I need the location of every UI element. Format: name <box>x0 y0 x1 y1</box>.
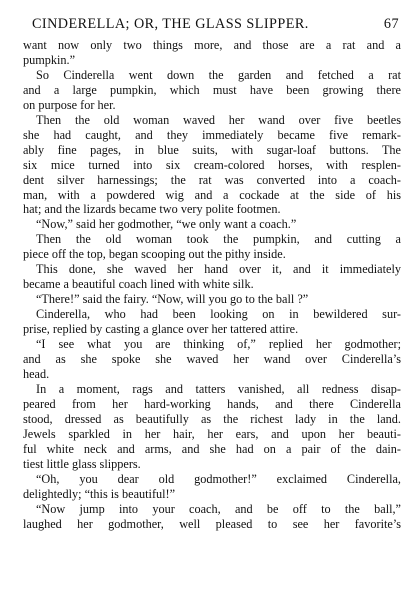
text-line: stood, dressed as beautifully as the richest lady in the land. <box>23 411 401 426</box>
text-line: Jewels sparkled in her hair, her ears, and upon her beauti- <box>23 426 401 441</box>
text-line: want now only two things more, and those are a rat and a <box>23 38 401 52</box>
paragraph-7 <box>23 292 401 307</box>
paragraph-12 <box>23 502 401 532</box>
text-line: delightedly; “this is beautiful!” <box>23 486 176 501</box>
paragraph-1 <box>23 38 401 68</box>
text-line: became a beautiful coach lined with white silk. <box>23 277 254 292</box>
text-line: “I see what you are thinking of,” replied her godmother; <box>36 337 401 352</box>
text-line: “Now jump into your coach, and be off to the ball,” <box>36 501 401 516</box>
text-line: and as she spoke she waved her wand over Cinderella’s <box>23 352 401 367</box>
paragraph-11 <box>23 472 401 502</box>
text-line: on purpose for her. <box>23 97 116 112</box>
running-title: CINDERELLA; OR, THE GLASS SLIPPER. <box>32 16 309 32</box>
text-line: So Cinderella went down the garden and fetched a rat <box>36 67 401 82</box>
text-line: Then the old woman took the pumpkin, and cutting a <box>36 232 401 247</box>
text-line: “Oh, you dear old godmother!” exclaimed Cinderella, <box>36 471 401 486</box>
text-line: she had caught, and they immediately became five remark- <box>23 127 401 142</box>
text-line: ably fine pages, in blue suits, with sugar-loaf buttons. The <box>23 142 401 157</box>
text-line: This done, she waved her hand over it, and it immediately <box>36 262 401 277</box>
text-line: peared from her hard-working hands, and there Cinderella <box>23 396 401 411</box>
text-line: ful white neck and arms, and she had on a pair of the dain- <box>23 441 401 456</box>
text-line: hat; and the lizards became two very polite footmen. <box>23 202 281 217</box>
text-line: six mice turned into six cream-colored horses, with resplen- <box>23 157 401 172</box>
text-line: dent silver harnessings; the rat was converted into a coach- <box>23 172 401 187</box>
text-line: and a large pumpkin, which must have been growing there <box>23 82 401 97</box>
text-line: prise, replied by casting a glance over her tattered attire. <box>23 322 299 337</box>
text-line: In a moment, rags and tatters vanished, all redness disap- <box>36 381 401 396</box>
text-line: pumpkin.” <box>23 52 76 67</box>
paragraph-4 <box>23 217 401 232</box>
paragraph-10 <box>23 382 401 472</box>
text-line: “Now,” said her godmother, “we only want a coach.” <box>36 217 297 232</box>
paragraph-2 <box>23 68 401 113</box>
text-line: “There!” said the fairy. “Now, will you go to the ball ?” <box>36 292 309 307</box>
paragraph-5 <box>23 232 401 262</box>
paragraph-6 <box>23 262 401 292</box>
text-line: piece off the top, began scooping out the pithy inside. <box>23 247 286 262</box>
paragraph-9 <box>23 337 401 382</box>
story-text <box>23 38 401 531</box>
text-line: man, with a powdered wig and a cockade at the side of his <box>23 187 401 202</box>
paragraph-3 <box>23 113 401 218</box>
page-header <box>23 8 401 38</box>
text-line: Cinderella, who had been looking on in bewildered sur- <box>36 307 401 322</box>
paragraph-8 <box>23 307 401 337</box>
text-line: Then the old woman waved her wand over five beetles <box>36 112 401 127</box>
text-line: laughed her godmother, well pleased to see her favorite’s <box>23 516 401 531</box>
page-number: 67 <box>383 16 399 32</box>
text-line: head. <box>23 366 50 381</box>
text-line: tiest little glass slippers. <box>23 456 141 471</box>
